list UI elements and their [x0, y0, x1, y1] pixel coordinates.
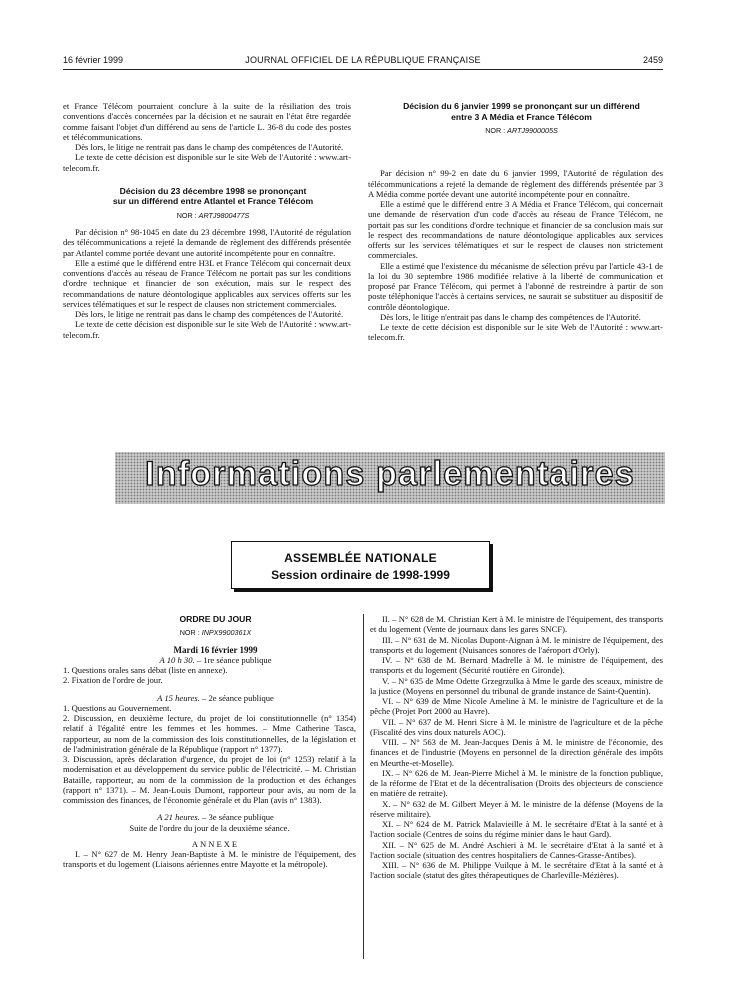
- column-left-bottom: [63, 614, 356, 870]
- question-item: VI. – N° 639 de Mme Nicole Ameline à M. le ministre de l'agriculture et de la pêche (Projet Port 2000 au Havre).: [370, 696, 663, 717]
- session-heading: [63, 655, 356, 665]
- column-right-top: [368, 101, 663, 343]
- session-label: – 3e séance publique: [199, 812, 274, 823]
- column-left-top: [63, 101, 351, 340]
- paragraph: Le texte de cette décision est disponible sur le site Web de l'Autorité : www.art-telecom.fr.: [368, 322, 663, 343]
- agenda-item: 3. Discussion, après déclaration d'urgence, du projet de loi (n° 1253) relatif à la modernisation et au développement du service public de l'électricité. – M. Christian Bataille, rapporteur, au nom de la commission de la production et des échanges (rapport n° 1371). – M. Jean-Louis Dumont, rapporteur pour avis, au nom de la commission des finances, de l'économie générale et du Plan (avis n° 1383).: [63, 754, 356, 805]
- section-banner: [115, 452, 665, 504]
- journal-title: JOURNAL OFFICIEL DE LA RÉPUBLIQUE FRANÇAISE: [245, 55, 481, 65]
- agenda-item: 2. Fixation de l'ordre de jour.: [63, 675, 163, 686]
- session-heading: [63, 812, 356, 822]
- column-divider: [363, 614, 364, 959]
- decision-title-line: sur un différend entre Atlantel et France Télécom: [112, 196, 314, 207]
- agenda-title: ORDRE DU JOUR: [179, 614, 252, 624]
- session-time: A 10 h 30.: [159, 654, 195, 665]
- question-item: VIII. – N° 563 de M. Jean-Jacques Denis à M. le ministre de l'économie, des finances et de l'industrie (Moyens en personnel de la direction générale des impôts en Meurthe-et-Moselle).: [370, 737, 663, 768]
- annex-heading: ANNEXE: [191, 838, 240, 849]
- decision-title-line: Décision du 23 décembre 1998 se prononçant: [119, 185, 307, 196]
- assembly-title: ASSEMBLÉE NATIONALE: [284, 551, 437, 565]
- nor-code: INPX9900361X: [201, 628, 252, 638]
- banner-title: Informations parlementaires: [145, 455, 635, 493]
- nor-reference: [368, 126, 663, 136]
- header-rule: [63, 69, 663, 70]
- paragraph: Elle a estimé que l'existence du mécanisme de sélection prévu par l'article 43-1 de la loi du 30 septembre 1986 modifiée relative à la liberté de communication et proposé par France Télécom, qui permet à l'abonné de restreindre à partir de son poste téléphonique l'accès à certains services, ne saurait se substituer au dispositif de contrôle déontologique.: [368, 260, 663, 312]
- session-title: Session ordinaire de 1998-1999: [271, 568, 450, 582]
- nor-label: NOR :: [179, 628, 200, 638]
- session-time: A 15 heures.: [157, 692, 200, 703]
- question-item: XIII. – N° 636 de M. Philippe Vuilque à M. le secrétaire d'Etat à la santé et à l'action sociale (statut des gîtes thérapeutiques de Charleville-Mézières).: [370, 860, 663, 881]
- decision-title-line: entre 3 A Média et France Télécom: [451, 111, 592, 122]
- paragraph: Dès lors, le litige ne rentrait pas dans le champ des compétences de l'Autorité.: [75, 309, 344, 319]
- paragraph: Elle a estimé que le différend entre H3L et France Télécom qui concernait deux conventions d'accès au réseau de France Télécom ne portait pas sur les conditions d'ordre technique et financier de son exécution, mais sur le respect des recommandations de nature déontologique applicables aux services offerts sur les services télématiques et sur le respect de clauses non strictement commerciales.: [63, 257, 351, 309]
- decision-title-line: Décision du 6 janvier 1999 se prononçant sur un différend: [403, 101, 640, 111]
- page-header: [63, 55, 663, 69]
- question-item: X. – N° 632 de M. Gilbert Meyer à M. le ministre de la défense (Moyens de la réserve militaire).: [370, 798, 663, 819]
- question-item: I. – N° 627 de M. Henry Jean-Baptiste à M. le ministre de l'équipement, des transports et du logement (Liaisons aériennes entre Mayotte et la métropole).: [63, 849, 356, 870]
- paragraph: Le texte de cette décision est disponible sur le site Web de l'Autorité : www.art-telecom.fr.: [63, 319, 351, 340]
- question-item: VII. – N° 637 de M. Henri Sicre à M. le ministre de l'agriculture et de la pêche (Fiscalité des vins doux naturels AOC).: [370, 716, 663, 737]
- nor-code: ARTJ9900005S: [507, 126, 558, 135]
- agenda-item: 1. Questions au Gouvernement.: [63, 702, 172, 713]
- session-label: – 1re séance publique: [194, 654, 272, 665]
- agenda-item: Suite de l'ordre du jour de la deuxième séance.: [129, 822, 290, 833]
- question-item: III. – N° 631 de M. Nicolas Dupont-Aignan à M. le ministre de l'équipement, des transports et du logement (Nuisances sonores de l'aéroport d'Orly).: [370, 634, 663, 655]
- agenda-date: Mardi 16 février 1999: [173, 644, 258, 655]
- question-item: XI. – N° 624 de M. Patrick Malavieille à M. le secrétaire d'Etat à la santé et à l'action sociale (Centres de soins du régime minier dans le haut Gard).: [370, 819, 663, 840]
- paragraph: Dès lors, le litige ne rentrait pas dans le champ des compétences de l'Autorité.: [75, 142, 344, 152]
- nor-label: NOR :: [176, 210, 197, 220]
- session-label: – 2e séance publique: [199, 692, 274, 703]
- question-item: II. – N° 628 de M. Christian Kert à M. le ministre de l'équipement, des transports et du logement (Vente de journaux dans les gares SNCF).: [370, 614, 663, 635]
- nor-code: ARTJ9800477S: [198, 210, 250, 220]
- paragraph: Dès lors, le litige n'entrait pas dans le champ des compétences de l'Autorité.: [380, 311, 641, 322]
- nor-reference: [63, 628, 356, 638]
- header-date: 16 février 1999: [63, 55, 124, 65]
- paragraph: Le texte de cette décision est disponible sur le site Web de l'Autorité : www.art-telecom.fr.: [63, 152, 351, 173]
- agenda-item: 1. Questions orales sans débat (liste en annexe).: [63, 665, 228, 675]
- continued-paragraph: et France Télécom pourraient conclure à la suite de la résiliation des trois conventions d'accès concernées par la décision et ne saurait en l'état être regardée comme faisant l'objet d'un différend au sens de l'article L. 36-8 du code des postes et télécommunications.: [63, 101, 351, 142]
- question-item: V. – N° 635 de Mme Odette Grzegrzulka à Mme le garde des sceaux, ministre de la justice (Moyens en personnel du tribunal de grande instance de Saint-Quentin).: [370, 675, 663, 696]
- session-heading: [63, 693, 356, 703]
- question-item: IV. – N° 638 de M. Bernard Madrelle à M. le ministre de l'équipement, des transports et du logement (Sécurité routière en Gironde).: [370, 655, 663, 676]
- question-item: XII. – N° 625 de M. André Aschieri à M. le secrétaire d'Etat à la santé et à l'action sociale (situation des centres hospitaliers de Cannes-Grasse-Antibes).: [370, 839, 663, 860]
- paragraph: Par décision n° 99-2 en date du 6 janvier 1999, l'Autorité de régulation des télécommunications a rejeté la demande de règlement des différends présentée par 3 A Média comme portée devant une autorité incompétente pour en connaître.: [368, 168, 663, 199]
- paragraph: Elle a estimé que le différend entre 3 A Média et France Télécom, qui concernait une demande de réservation d'un code d'accès au réseau de France Télécom, ne portait pas sur les conditions d'ordre technique et financier de sa conclusion mais sur le respect des recommandations de nature déontologique applicables aux services offerts sur les services télématiques et sur le respect de clauses non strictement commerciales.: [368, 199, 663, 261]
- column-right-bottom: [370, 614, 663, 881]
- session-time: A 21 heures.: [157, 812, 200, 823]
- page-number: 2459: [642, 55, 663, 65]
- nor-label: NOR :: [485, 126, 506, 135]
- agenda-item: 2. Discussion, en deuxième lecture, du projet de loi constitutionnelle (n° 1354) relatif à l'égalité entre les femmes et les hommes. – Mme Catherine Tasca, rapporteur, au nom de la commission des lois constitutionnelles, de la législation et de l'administration générale de la République (rapport n° 1377).: [63, 713, 356, 754]
- nor-reference: [63, 211, 351, 221]
- question-item: IX. – N° 626 de M. Jean-Pierre Michel à M. le ministre de la fonction publique, de la réforme de l'Etat et de la décentralisation (Droits des objecteurs de conscience en matière de retraite).: [370, 767, 663, 799]
- assembly-box: [231, 541, 490, 589]
- paragraph: Par décision n° 98-1045 en date du 23 décembre 1998, l'Autorité de régulation des télécommunications a rejeté la demande de règlement des différends présentée par Atlantel comme portée devant une autorité incompétente pour en connaître.: [63, 227, 351, 258]
